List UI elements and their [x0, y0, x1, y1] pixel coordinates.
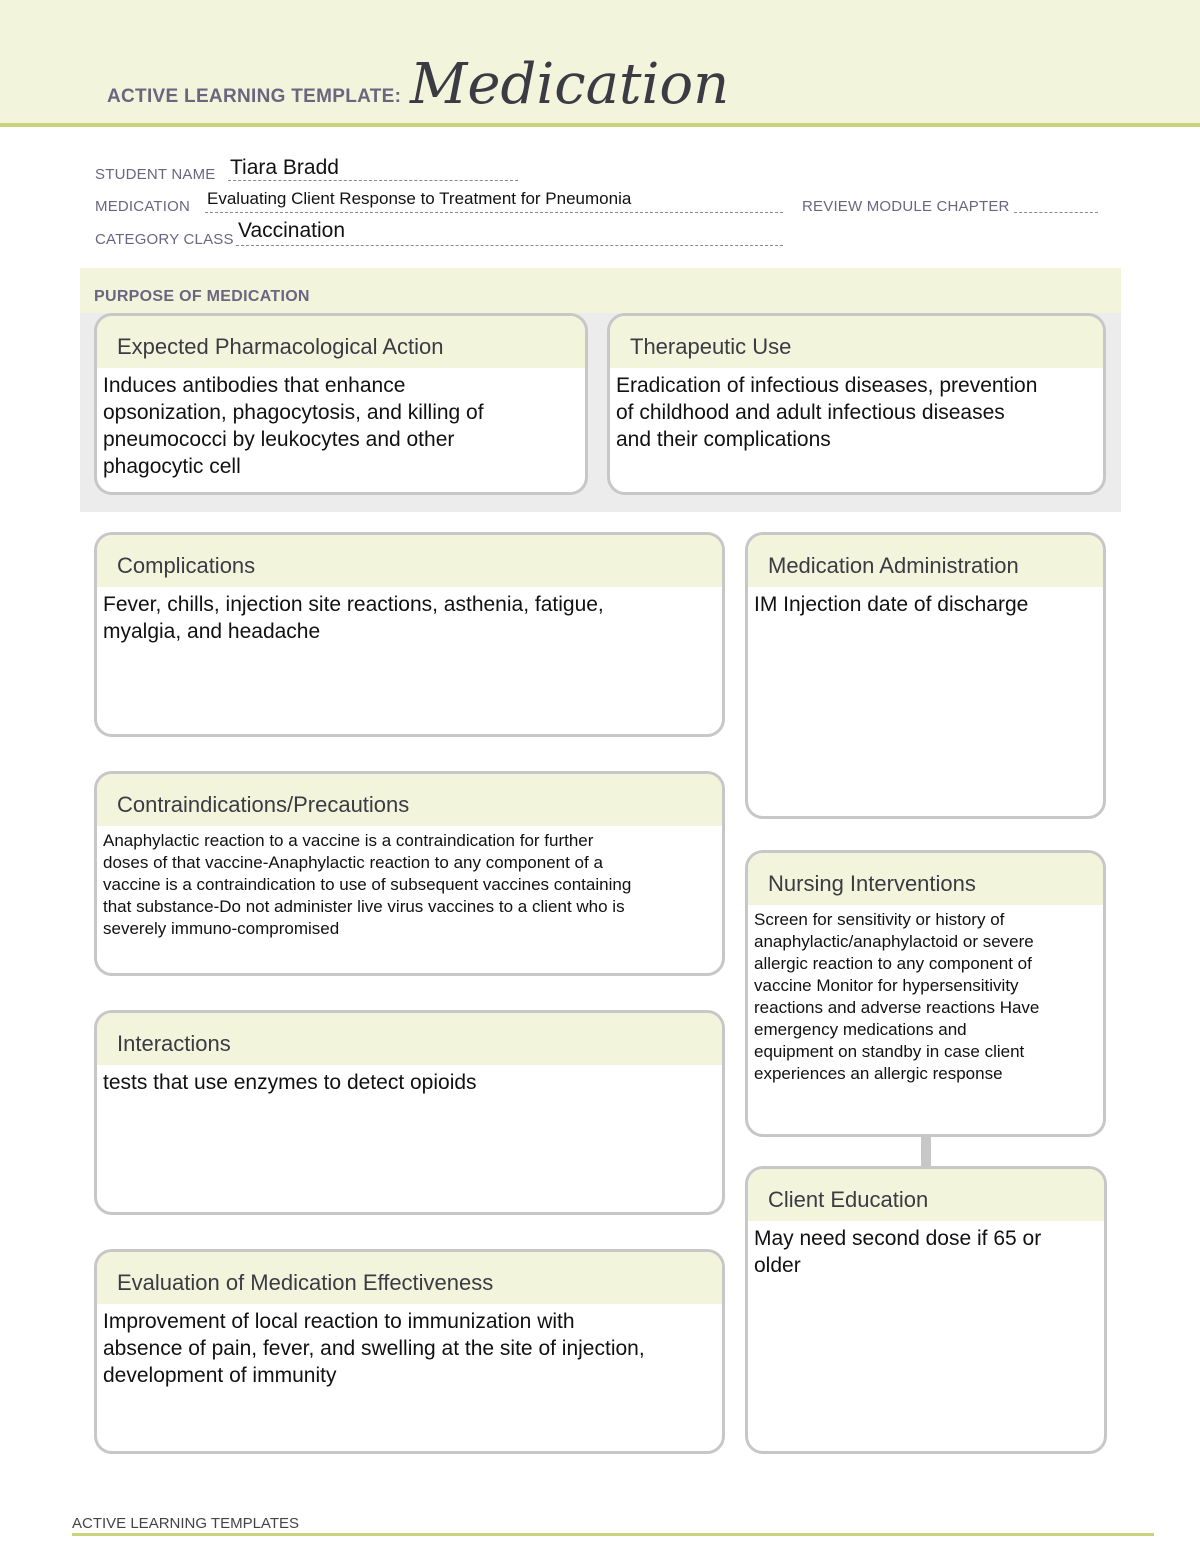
therapeutic-use-text: Eradication of infectious diseases, prevention of childhood and adult infectious diseases and their complications — [616, 374, 1038, 451]
administration-heading: Medication Administration — [748, 535, 1103, 587]
therapeutic-use-box[interactable] — [607, 313, 1106, 495]
page-title: Medication — [410, 52, 730, 117]
header-divider — [0, 123, 1200, 127]
review-module-label: REVIEW MODULE CHAPTER — [802, 198, 1010, 215]
client-education-box[interactable] — [745, 1166, 1107, 1454]
purpose-title: PURPOSE OF MEDICATION — [94, 288, 310, 305]
evaluation-text: Improvement of local reaction to immunization with absence of pain, fever, and swelling at the site of injection, development of immunity — [103, 1310, 645, 1387]
nursing-interventions-heading: Nursing Interventions — [748, 853, 1103, 905]
category-class-label: CATEGORY CLASS — [95, 231, 234, 248]
nursing-interventions-box[interactable] — [745, 850, 1106, 1137]
client-education-text: May need second dose if 65 or older — [754, 1227, 1042, 1277]
contraindications-box[interactable] — [94, 771, 725, 976]
template-label: ACTIVE LEARNING TEMPLATE: — [107, 86, 402, 107]
expected-action-text: Induces antibodies that enhance opsonization, phagocytosis, and killing of pneumococci by leukocytes and other phagocytic cell — [103, 374, 484, 478]
evaluation-heading: Evaluation of Medication Effectiveness — [97, 1252, 722, 1304]
complications-heading: Complications — [97, 535, 722, 587]
footer-label: ACTIVE LEARNING TEMPLATES — [72, 1515, 299, 1532]
interactions-heading: Interactions — [97, 1013, 722, 1065]
medication-line — [205, 212, 783, 213]
medication-label: MEDICATION — [95, 198, 191, 215]
category-class-field[interactable]: Vaccination — [238, 219, 346, 242]
review-module-line — [1014, 212, 1098, 213]
expected-action-box[interactable] — [94, 313, 588, 495]
expected-action-heading: Expected Pharmacological Action — [97, 316, 585, 368]
student-name-line — [228, 180, 518, 181]
complications-box[interactable] — [94, 532, 725, 737]
administration-text: IM Injection date of discharge — [754, 593, 1029, 616]
nursing-education-connector — [921, 1136, 931, 1166]
administration-box[interactable] — [745, 532, 1106, 819]
complications-text: Fever, chills, injection site reactions, asthenia, fatigue, myalgia, and headache — [103, 593, 604, 643]
student-name-field[interactable]: Tiara Bradd — [230, 156, 339, 179]
evaluation-box[interactable] — [94, 1249, 725, 1454]
contraindications-heading: Contraindications/Precautions — [97, 774, 722, 826]
interactions-box[interactable] — [94, 1010, 725, 1215]
therapeutic-use-heading: Therapeutic Use — [610, 316, 1103, 368]
student-name-label: STUDENT NAME — [95, 166, 216, 183]
category-class-line — [236, 245, 783, 246]
footer-divider — [72, 1533, 1154, 1536]
medication-field[interactable]: Evaluating Client Response to Treatment for Pneumonia — [207, 189, 632, 208]
interactions-text: tests that use enzymes to detect opioids — [103, 1071, 477, 1094]
nursing-interventions-text: Screen for sensitivity or history of anaphylactic/anaphylactoid or severe allergic reaction to any component of vaccine Monitor for hypersensitivity reactions and adverse reactions Have emergency medications and equipment on standby in case client experiences an allergic response — [754, 910, 1040, 1083]
client-education-heading: Client Education — [748, 1169, 1104, 1221]
contraindications-text: Anaphylactic reaction to a vaccine is a contraindication for further doses of that vaccine-Anaphylactic reaction to any component of a vaccine is a contraindication to use of subsequent vaccines containing that substance-Do not administer live virus vaccines to a client who is severely immuno-compromised — [103, 831, 632, 938]
